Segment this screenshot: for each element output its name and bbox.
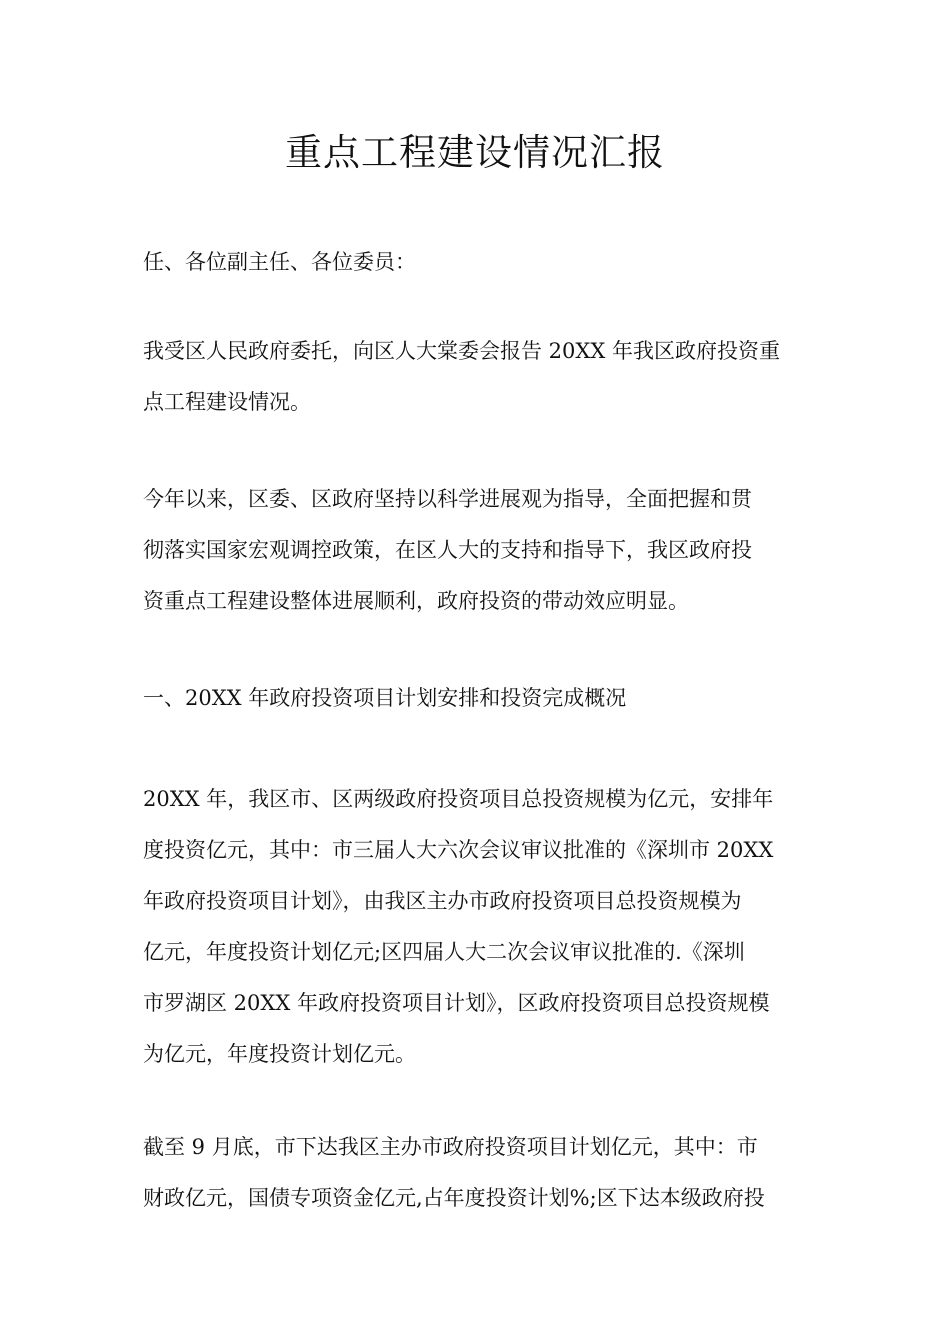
paragraph-line: 我受区人民政府委托，向区人大棠委会报告 20XX 年我区政府投资重 [143,339,780,363]
paragraph-line: 点工程建设情况。 [143,390,311,414]
paragraph-line: 度投资亿元，其中：市三届人大六次会议审议批准的《深圳市 20XX [143,838,774,862]
paragraph-line: 20XX 年，我区市、区两级政府投资项目总投资规模为亿元，安排年 [143,787,774,811]
paragraph-intro [143,326,807,428]
paragraph-line: 一、20XX 年政府投资项目计划安排和投资完成概况 [143,686,627,710]
paragraph-line: 彻落实国家宏观调控政策，在区人大的支持和指导下，我区政府投 [143,538,752,562]
paragraph-line: 截至 9 月底，市下达我区主办市政府投资项目计划亿元，其中：市 [143,1135,758,1159]
document-title: 重点工程建设情况汇报 [285,131,665,174]
paragraph-line: 任、各位副主任、各位委员： [143,250,416,274]
paragraph-investment-plan [143,774,807,1080]
paragraph-line: 亿元，年度投资计划亿元;区四届人大二次会议审议批准的.《深圳 [143,940,745,964]
paragraph-salutation [143,237,807,288]
section-heading [143,673,807,724]
paragraph-line: 今年以来，区委、区政府坚持以科学进展观为指导，全面把握和贯 [143,487,752,511]
paragraph-progress [143,1122,807,1224]
paragraph-line: 市罗湖区 20XX 年政府投资项目计划》，区政府投资项目总投资规模 [143,991,770,1015]
paragraph-line: 资重点工程建设整体进展顺利，政府投资的带动效应明显。 [143,589,689,613]
paragraph-summary [143,474,807,627]
paragraph-line: 年政府投资项目计划》，由我区主办市政府投资项目总投资规模为 [143,889,742,913]
paragraph-line: 为亿元，年度投资计划亿元。 [143,1042,416,1066]
paragraph-line: 财政亿元，国债专项资金亿元,占年度投资计划%;区下达本级政府投 [143,1186,765,1210]
